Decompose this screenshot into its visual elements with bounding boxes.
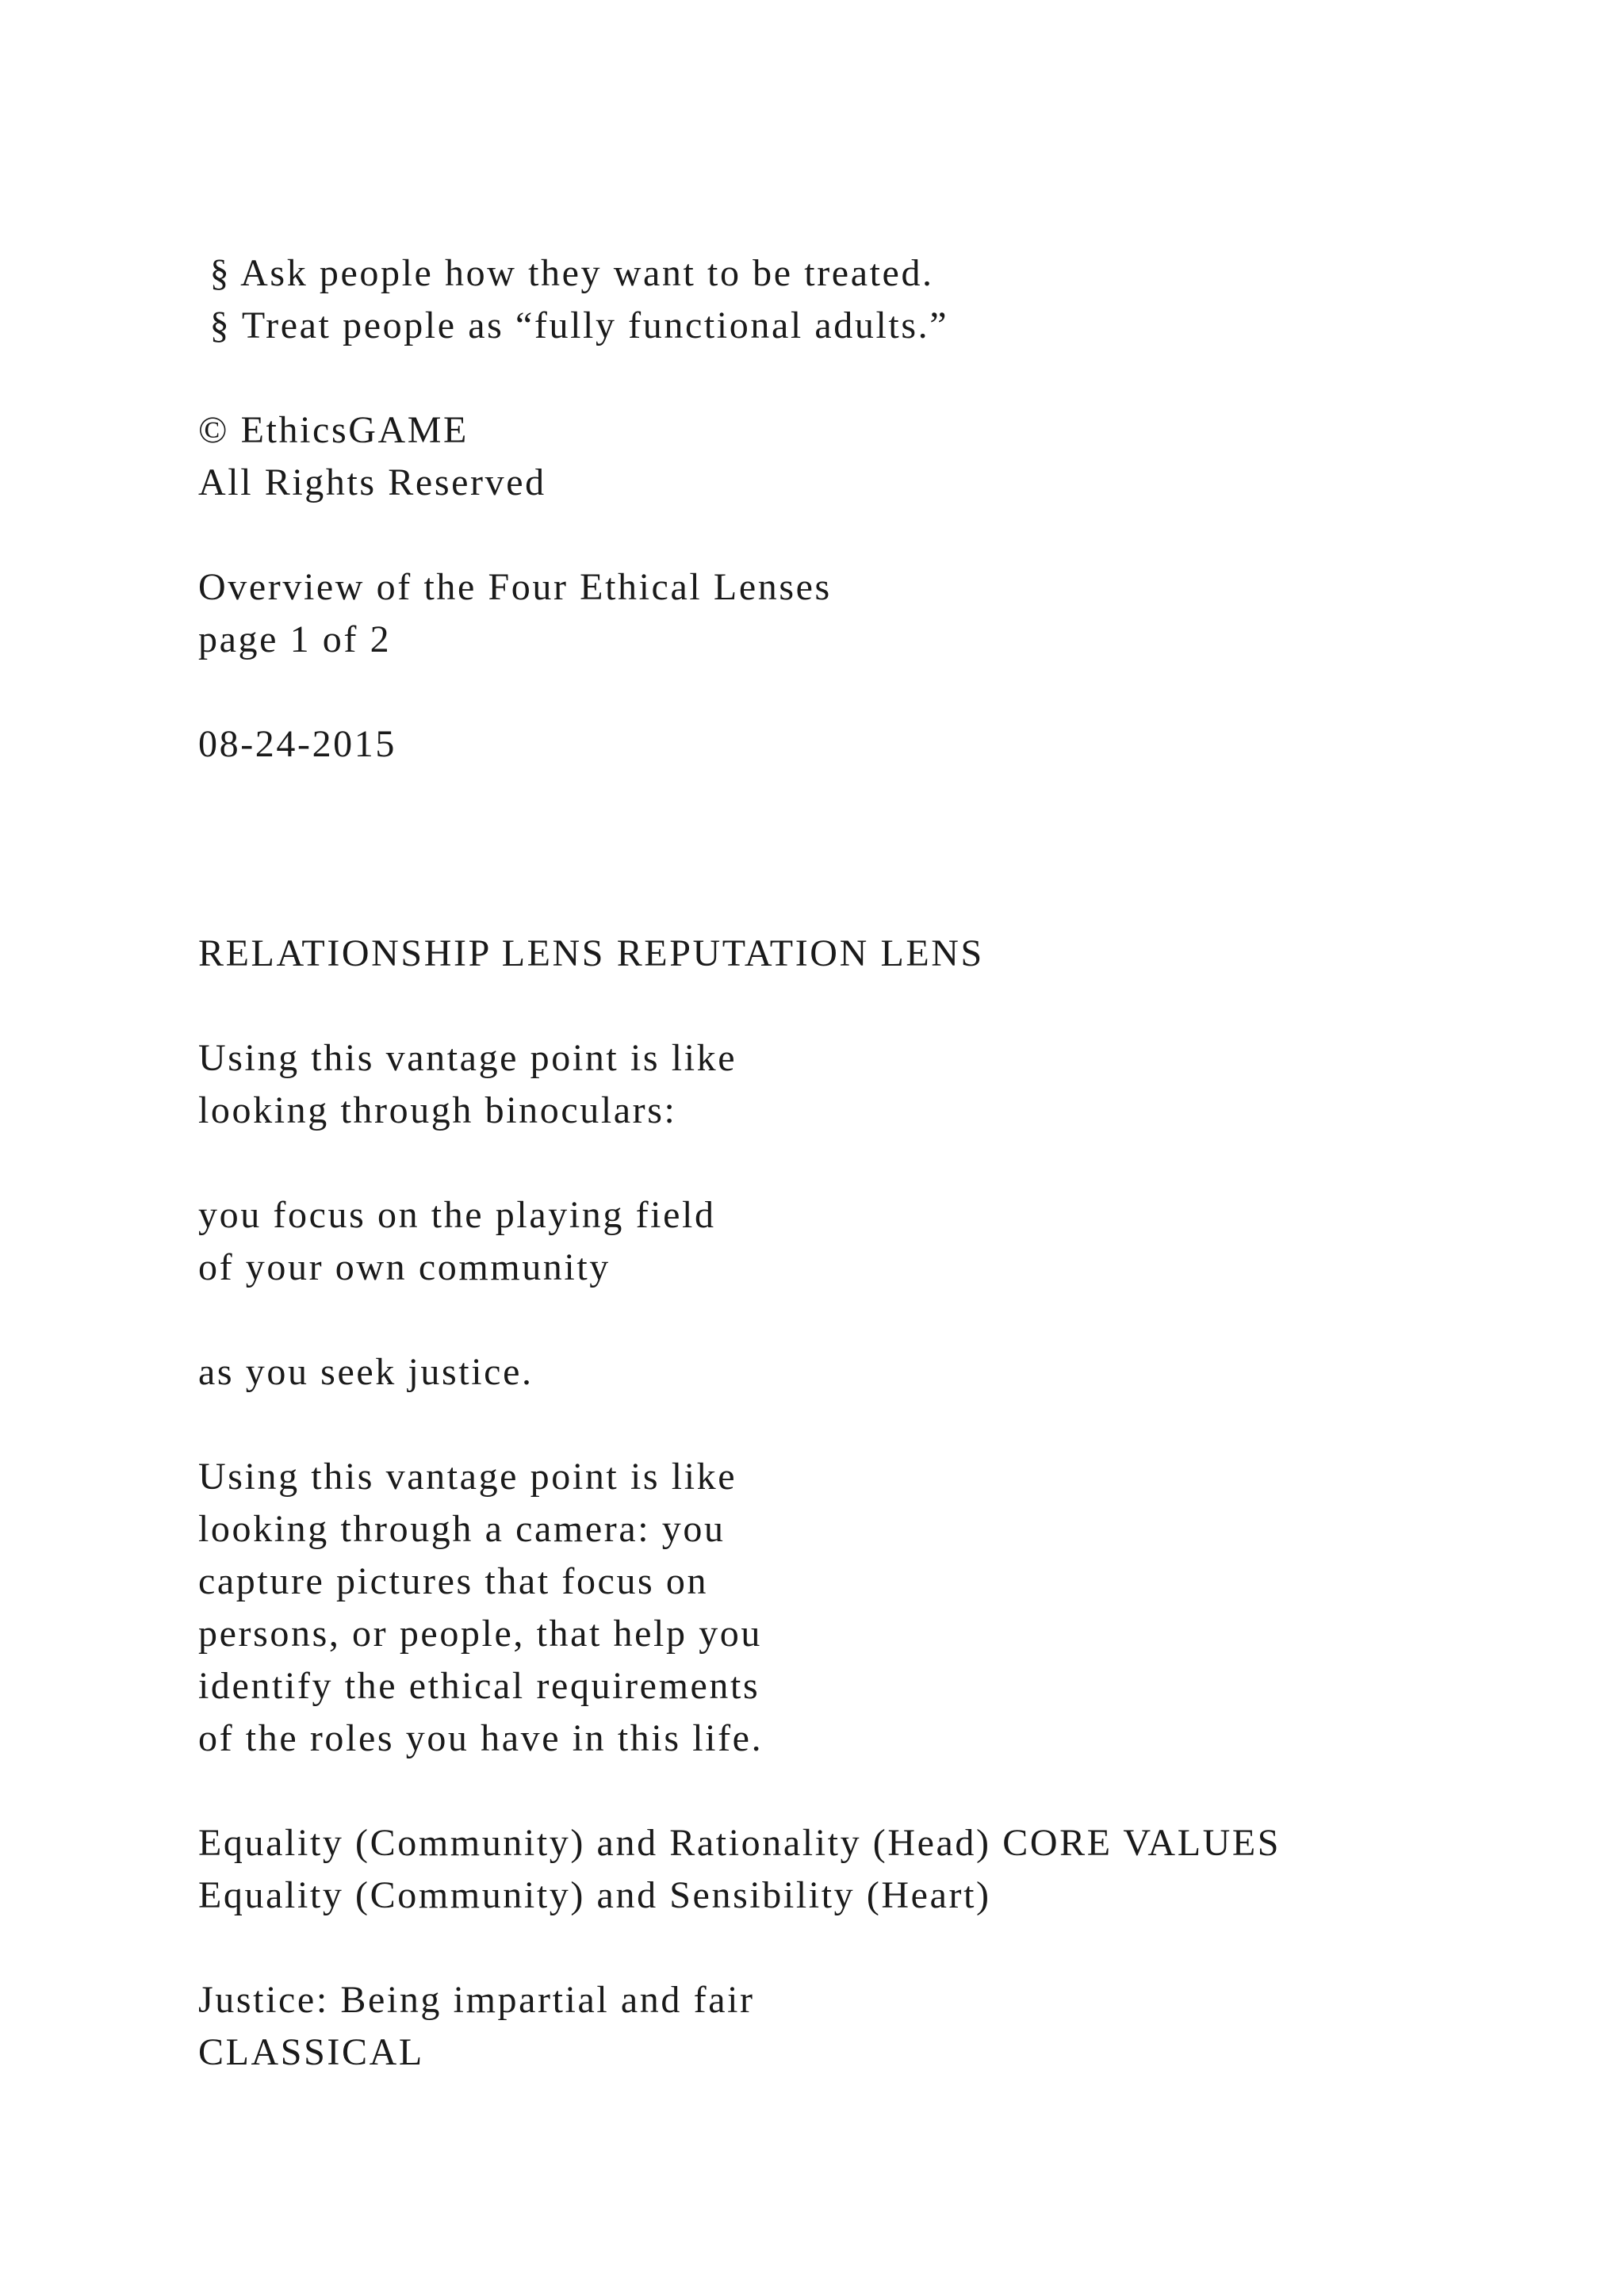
- reputation-desc-line: looking through a camera: you: [198, 1508, 726, 1550]
- copyright-owner: © EthicsGAME: [198, 409, 469, 451]
- reputation-desc-line: persons, or people, that help you: [198, 1613, 762, 1655]
- relationship-desc-line: you focus on the playing field: [198, 1194, 716, 1236]
- reputation-desc-line: capture pictures that focus on: [198, 1560, 709, 1602]
- core-values-line: Equality (Community) and Rationality (Head) CORE VALUES: [198, 1822, 1281, 1864]
- reputation-desc-line: of the roles you have in this life.: [198, 1717, 764, 1759]
- classical-line: CLASSICAL: [198, 2031, 424, 2073]
- relationship-desc-line: looking through binoculars:: [198, 1089, 677, 1131]
- reputation-desc-line: Using this vantage point is like: [198, 1456, 737, 1498]
- page-number: page 1 of 2: [198, 618, 392, 660]
- relationship-desc-line: as you seek justice.: [198, 1351, 534, 1393]
- core-values-line: Equality (Community) and Sensibility (Heart): [198, 1874, 991, 1916]
- relationship-desc-line: Using this vantage point is like: [198, 1037, 737, 1079]
- copyright-rights: All Rights Reserved: [198, 461, 546, 503]
- classical-line: Justice: Being impartial and fair: [198, 1979, 755, 2021]
- document-date: 08-24-2015: [198, 723, 396, 765]
- reputation-desc-line: identify the ethical requirements: [198, 1665, 760, 1707]
- relationship-desc-line: of your own community: [198, 1246, 611, 1288]
- document-title: Overview of the Four Ethical Lenses: [198, 566, 832, 608]
- lens-headers: RELATIONSHIP LENS REPUTATION LENS: [198, 932, 984, 974]
- bullet-ask-people: § Ask people how they want to be treated.: [198, 252, 934, 294]
- bullet-treat-people: § Treat people as “fully functional adults.”: [198, 304, 949, 346]
- document-page: [198, 247, 1594, 2079]
